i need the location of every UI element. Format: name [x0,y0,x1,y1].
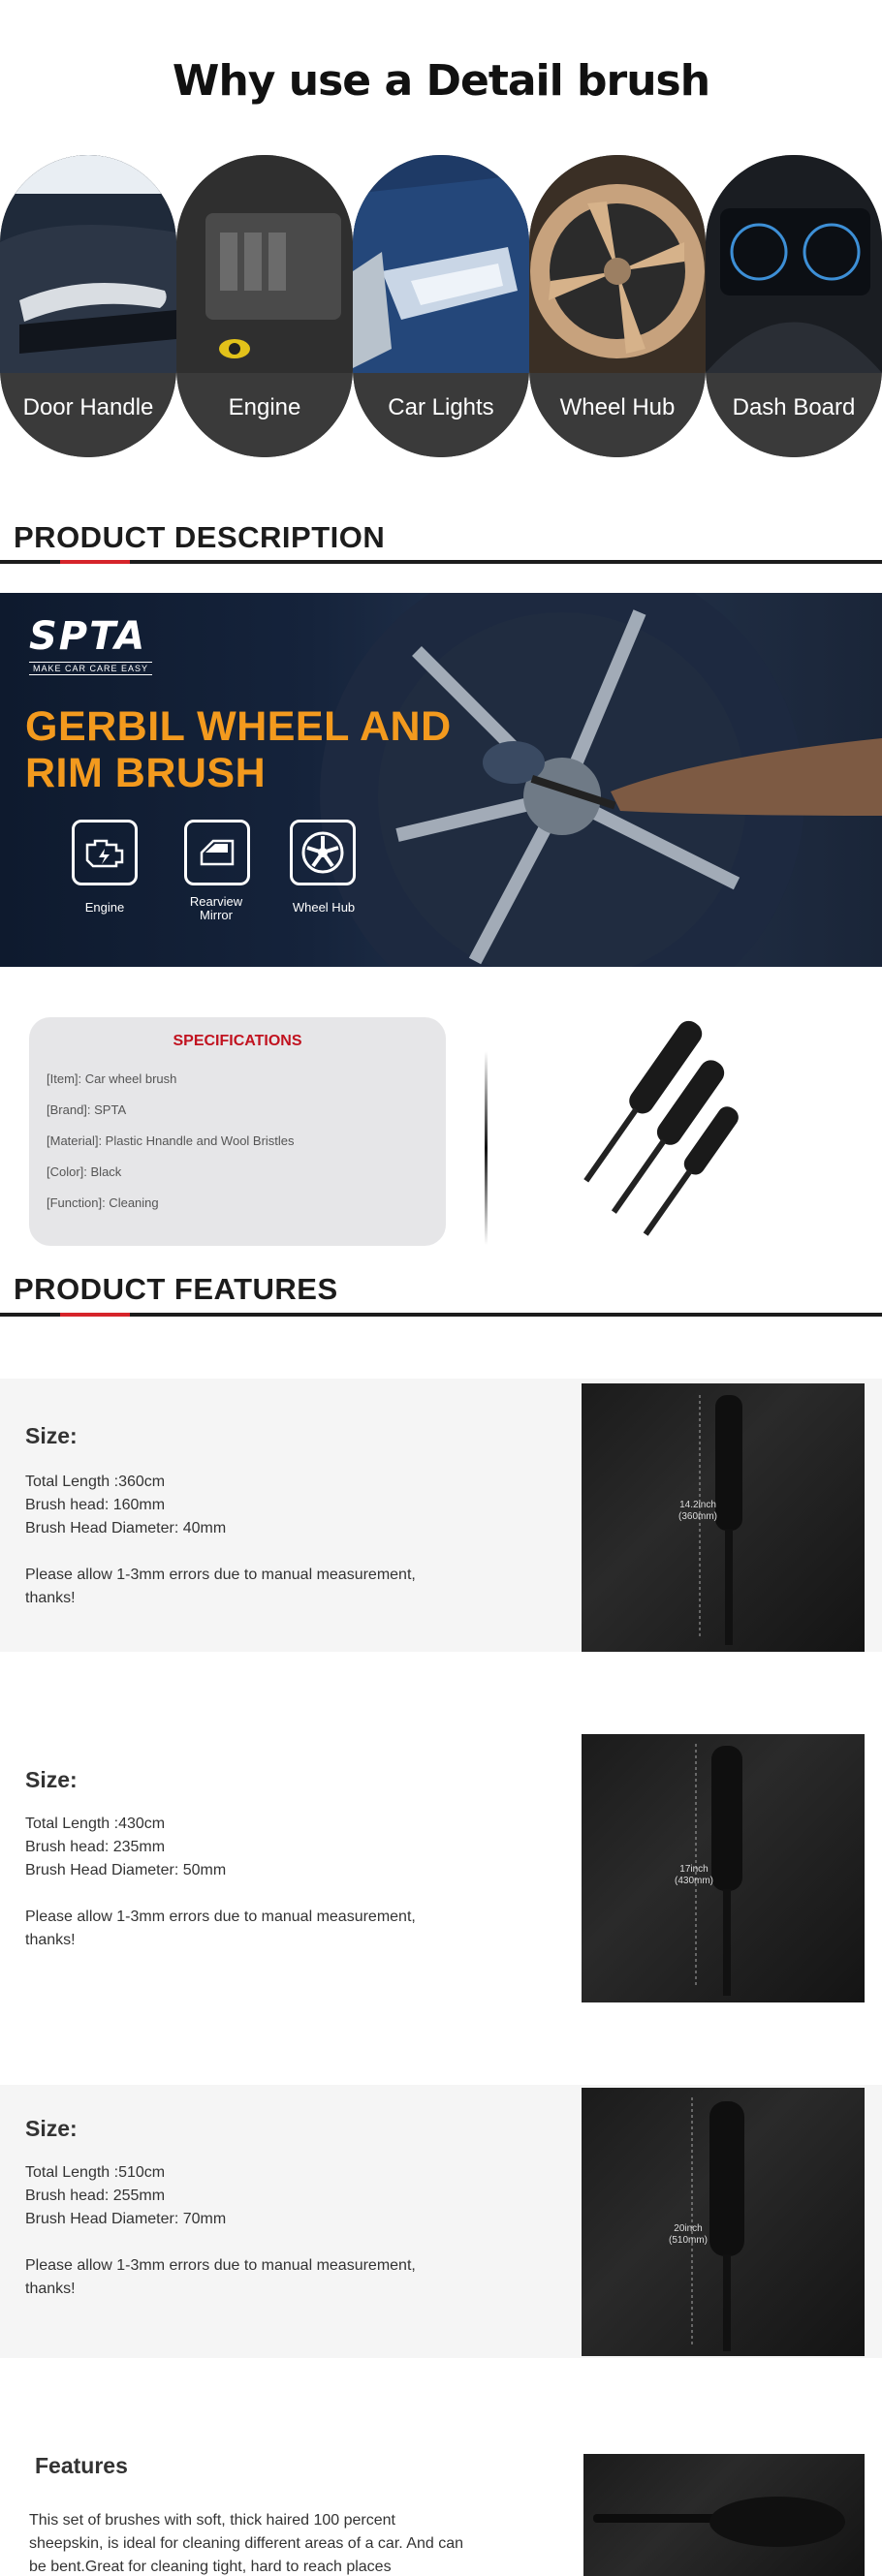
rearview-label-line1: Rearview [189,894,243,909]
size-head-diameter: Brush Head Diameter: 40mm [25,1520,227,1536]
size-total-length: Total Length :360cm [25,1474,166,1490]
size-brush-head: Brush head: 160mm [25,1497,166,1513]
size-brush-head: Brush head: 235mm [25,1839,166,1855]
spec-divider [485,1051,488,1245]
use-case-label: Door Handle [0,373,176,457]
size-total-length: Total Length :430cm [25,1816,166,1832]
size-total-length: Total Length :510cm [25,2164,166,2181]
brush-feature-photo [583,2454,865,2576]
divider-accent [60,560,130,564]
wheel-hub-image [529,155,706,373]
brush-510-photo [582,2088,865,2356]
rearview-label-line2: Mirror [200,908,233,922]
use-case-engine [176,155,353,457]
dimension-label [665,1864,723,1887]
use-case-label: Dash Board [706,373,882,457]
banner-title-line2: RIM BRUSH [25,750,267,796]
size-note-thanks: thanks! [25,1932,76,1948]
size-block-430 [0,1734,882,2007]
dash-board-image [706,155,882,373]
product-features-heading: PRODUCT FEATURES [14,1272,338,1306]
use-case-dash-board [706,155,882,457]
spec-line: [Function]: Cleaning [47,1195,159,1210]
logo-tagline: MAKE CAR CARE EASY [29,662,152,675]
why-title: Why use a Detail brush [172,56,710,106]
features-heading: Features [35,2453,128,2478]
size-note-thanks: thanks! [25,2281,76,2297]
use-cases [0,155,882,457]
size-block-510 [0,2085,882,2358]
spec-line: [Item]: Car wheel brush [47,1071,177,1086]
brush-set-image [562,1008,775,1250]
size-head-diameter: Brush Head Diameter: 70mm [25,2211,227,2227]
divider-accent [60,1313,130,1317]
size-head-diameter: Brush Head Diameter: 50mm [25,1862,227,1878]
banner-title [25,703,452,796]
wheel-hub-icon [290,820,356,885]
dimension-mm: (430mm) [674,1876,713,1886]
section-divider [0,560,882,564]
size-note: Please allow 1-3mm errors due to manual measurement, [25,2257,416,2274]
dimension-label [659,2223,717,2247]
dimension-mm: (510mm) [668,2235,708,2246]
use-case-label: Engine [176,373,353,457]
use-case-wheel-hub [529,155,706,457]
use-case-label: Car Lights [353,373,529,457]
wheel-hub-label: Wheel Hub [292,900,356,915]
door-handle-image [0,155,176,373]
use-case-car-lights [353,155,529,457]
size-note-thanks: thanks! [25,1590,76,1606]
dimension-inch: 14.2inch [679,1500,716,1510]
product-description-heading: PRODUCT DESCRIPTION [14,520,386,554]
use-case-label: Wheel Hub [529,373,706,457]
use-case-door-handle [0,155,176,457]
dimension-inch: 20inch [674,2223,703,2234]
dimension-inch: 17inch [679,1864,709,1875]
specifications-title: SPECIFICATIONS [173,1033,302,1049]
size-note: Please allow 1-3mm errors due to manual measurement, [25,1909,416,1925]
size-block-360 [0,1379,882,1652]
size-heading: Size: [25,1767,78,1792]
spec-line: [Brand]: SPTA [47,1102,127,1117]
brush-430-photo [582,1734,865,2002]
spta-logo [29,614,152,676]
dimension-label [669,1500,727,1523]
specifications-box [29,1017,446,1246]
dimension-mm: (360mm) [677,1511,717,1522]
spec-line: [Color]: Black [47,1164,122,1179]
brush-360-photo [582,1383,865,1652]
engine-image [176,155,353,373]
banner-title-line1: GERBIL WHEEL AND [25,703,452,750]
engine-label: Engine [84,900,125,915]
size-brush-head: Brush head: 255mm [25,2188,166,2204]
car-lights-image [353,155,529,373]
product-banner [0,593,882,967]
features-text: This set of brushes with soft, thick haired 100 percent sheepskin, is ideal for cleaning different areas of a car. And can be bent.Great for cleaning tight, hard to reach places [29,2512,463,2575]
rearview-mirror-label [163,895,269,922]
size-heading: Size: [25,2116,78,2141]
engine-icon [72,820,138,885]
rearview-mirror-icon [184,820,250,885]
size-note: Please allow 1-3mm errors due to manual measurement, [25,1567,416,1583]
size-heading: Size: [25,1423,78,1448]
section-divider [0,1313,882,1317]
logo-mark: SPTA [29,614,147,659]
spec-line: [Material]: Plastic Hnandle and Wool Bristles [47,1133,295,1148]
